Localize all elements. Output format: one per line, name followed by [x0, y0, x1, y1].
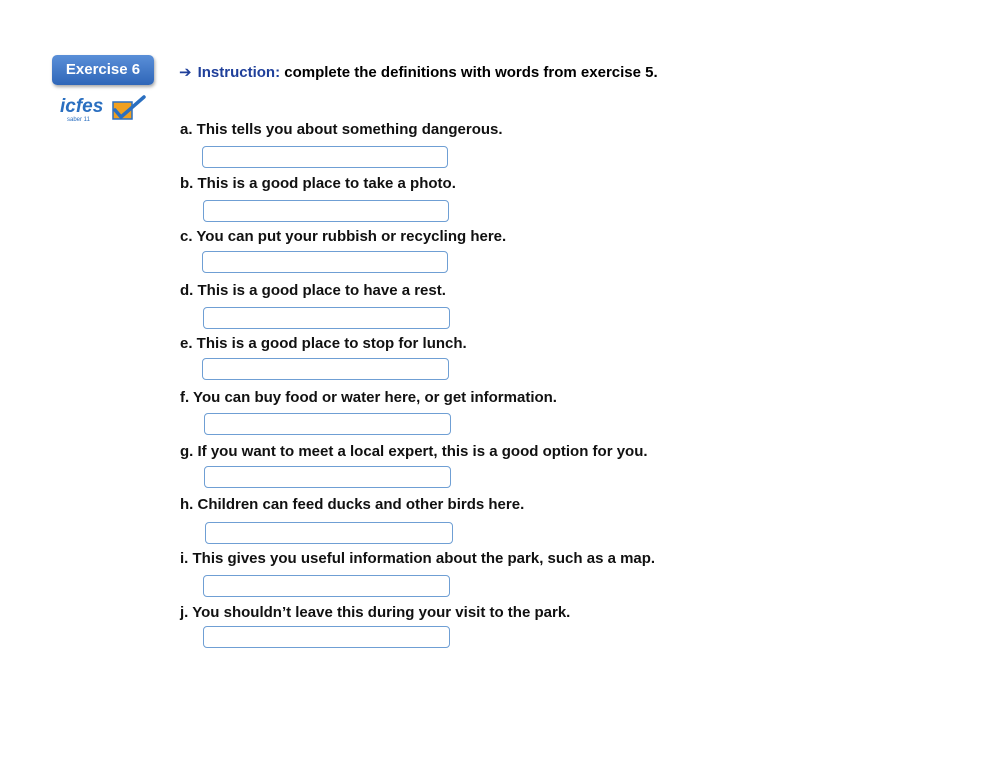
answer-input-a[interactable]	[202, 146, 448, 168]
definition-b-text: b. This is a good place to take a photo.	[180, 175, 456, 192]
answer-input-h[interactable]	[205, 522, 453, 544]
logo-text: icfes	[60, 96, 104, 117]
answer-input-b[interactable]	[203, 200, 449, 222]
answer-input-i[interactable]	[203, 575, 450, 597]
exercise-badge: Exercise 6	[52, 55, 154, 85]
answer-input-d[interactable]	[203, 307, 450, 329]
arrow-right-icon: ➔	[179, 64, 192, 81]
answer-input-c[interactable]	[202, 251, 448, 273]
definition-c-text: c. You can put your rubbish or recycling here.	[180, 228, 507, 245]
definition-g-text: g. If you want to meet a local expert, this is a good option for you.	[180, 443, 648, 460]
definition-d-text: d. This is a good place to have a rest.	[180, 282, 446, 299]
instruction-line	[179, 63, 658, 81]
answer-input-g[interactable]	[204, 466, 451, 488]
definition-j-text: j. You shouldn’t leave this during your visit to the park.	[180, 604, 571, 621]
definition-a-text: a. This tells you about something dangerous.	[180, 121, 503, 138]
instruction-text: complete the definitions with words from exercise 5.	[280, 64, 658, 81]
definition-h-text: h. Children can feed ducks and other birds here.	[180, 496, 525, 513]
definition-f-text: f. You can buy food or water here, or get information.	[180, 389, 557, 406]
answer-input-j[interactable]	[203, 626, 450, 648]
definition-i-text: i. This gives you useful information about the park, such as a map.	[180, 550, 656, 567]
answer-input-f[interactable]	[204, 413, 451, 435]
answer-input-e[interactable]	[202, 358, 449, 380]
instruction-keyword: Instruction:	[197, 64, 281, 81]
definition-e-text: e. This is a good place to stop for lunch.	[180, 335, 467, 352]
icfes-logo	[58, 94, 150, 124]
logo-subtext: saber 11	[67, 117, 90, 123]
